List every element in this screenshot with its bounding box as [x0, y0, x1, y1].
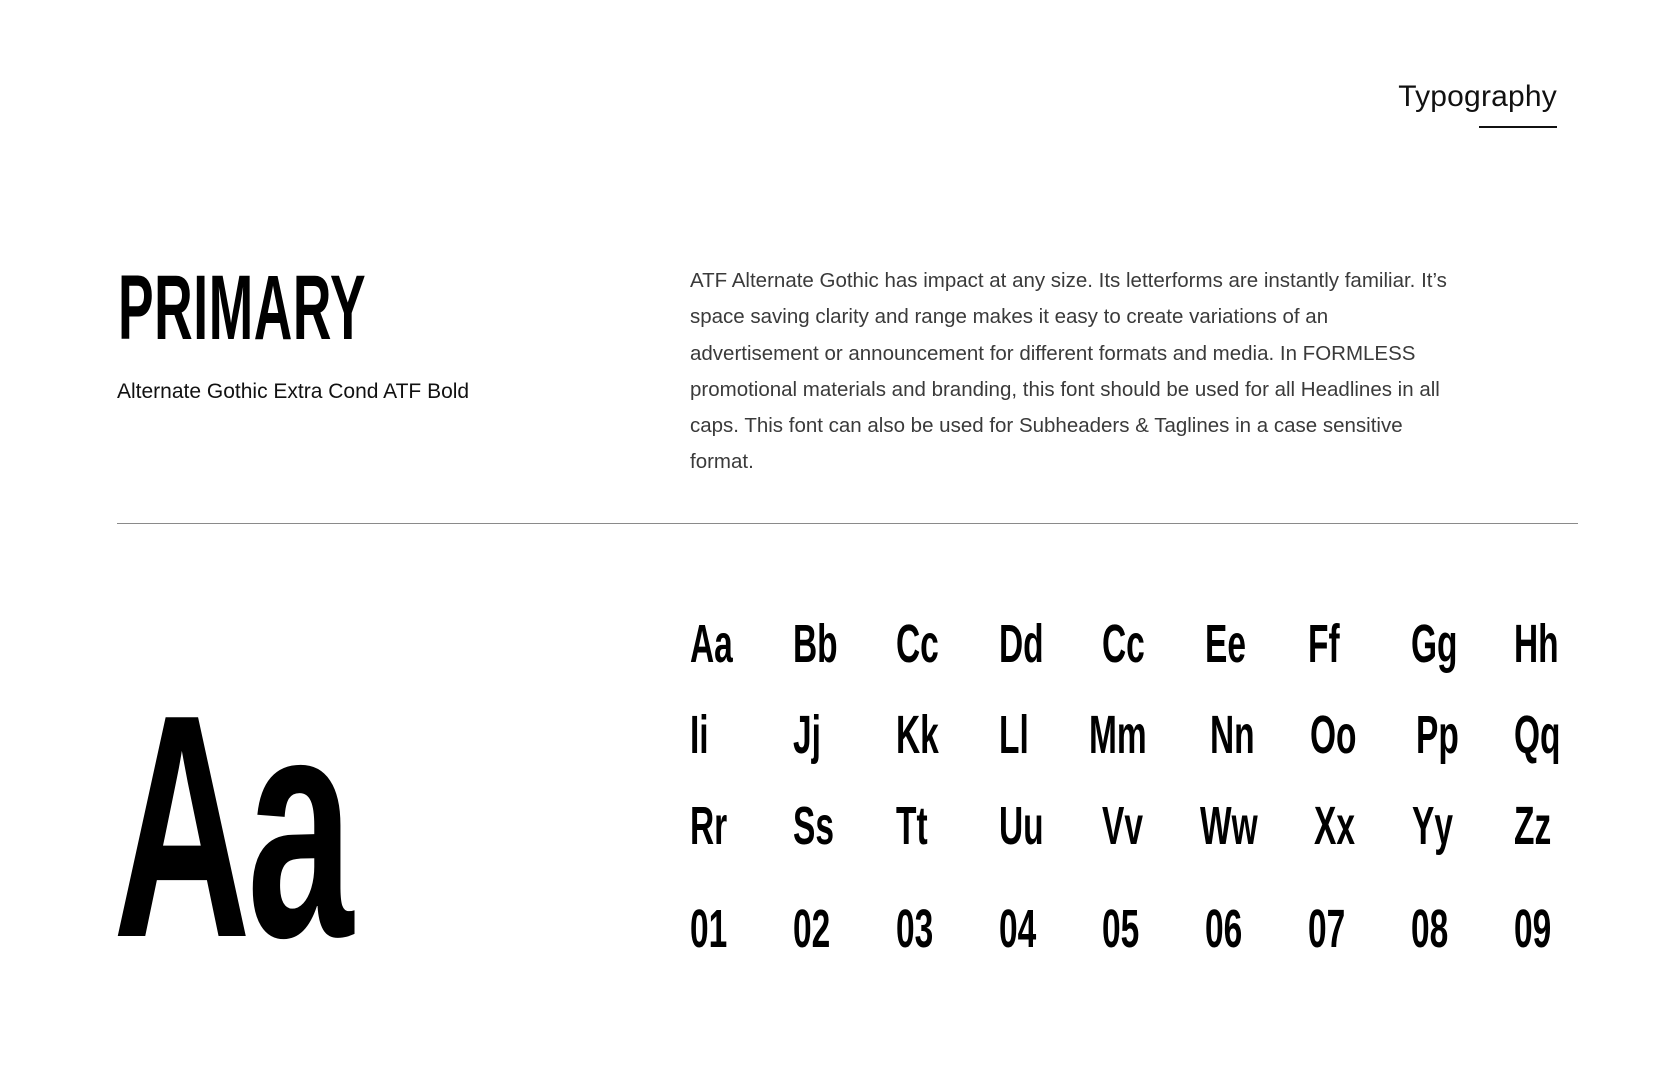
glyph-label: 01 — [690, 899, 728, 959]
glyph-row-letters-1 — [690, 612, 1580, 703]
glyph-cell — [896, 612, 996, 682]
section-tab-underline — [1479, 126, 1557, 128]
glyph-label: Xx — [1314, 796, 1355, 856]
glyph-row-letters-2 — [690, 703, 1580, 794]
glyph-grid — [690, 612, 1580, 988]
glyph-label: Ww — [1200, 796, 1258, 856]
glyph-cell — [896, 794, 996, 864]
glyph-label: Nn — [1210, 705, 1255, 765]
glyph-cell — [690, 794, 790, 864]
primary-description: ATF Alternate Gothic has impact at any size. Its letterforms are instantly familiar. It’s space saving clarity and range makes it easy to create variations of an advertisement or announcement for different formats and media. In FORMLESS promotional materials and branding, this font should be used for all Headlines in all caps. This font can also be used for Subheaders & Taglines in a case sensitive format. — [690, 269, 1447, 474]
glyph-row-digits — [690, 897, 1580, 988]
glyph-cell — [1308, 897, 1408, 967]
glyph-cell — [1412, 794, 1512, 864]
glyph-cell — [1205, 897, 1305, 967]
glyph-label: Dd — [999, 614, 1044, 674]
glyph-label: 06 — [1205, 899, 1243, 959]
glyph-cell — [1205, 612, 1305, 682]
glyph-label: Qq — [1514, 705, 1561, 765]
glyph-cell — [896, 703, 996, 773]
glyph-cell — [1089, 703, 1189, 773]
glyph-cell — [1411, 897, 1511, 967]
glyph-label: 08 — [1411, 899, 1449, 959]
glyph-row-letters-3 — [690, 794, 1580, 885]
glyph-cell — [1514, 703, 1614, 773]
glyph-label: Cc — [1102, 614, 1145, 674]
glyph-label: 07 — [1308, 899, 1346, 959]
glyph-label: Aa — [690, 614, 733, 674]
glyph-label: Ss — [793, 796, 834, 856]
glyph-label: Ee — [1205, 614, 1246, 674]
glyph-cell — [999, 703, 1099, 773]
specimen-big-sample: Aa — [113, 649, 350, 1004]
glyph-label: Gg — [1411, 614, 1458, 674]
glyph-cell — [690, 612, 790, 682]
section-tab-typography[interactable] — [1398, 80, 1557, 128]
glyph-cell — [1411, 612, 1511, 682]
glyph-label: Ll — [999, 705, 1029, 765]
glyph-cell — [1514, 612, 1614, 682]
glyph-cell — [1210, 703, 1310, 773]
glyph-cell — [1514, 794, 1614, 864]
glyph-label: Kk — [896, 705, 939, 765]
glyph-label: Bb — [793, 614, 838, 674]
glyph-label: Vv — [1102, 796, 1143, 856]
glyph-label: 09 — [1514, 899, 1552, 959]
glyph-label: Pp — [1416, 705, 1459, 765]
glyph-label: Ii — [690, 705, 709, 765]
glyph-label: Hh — [1514, 614, 1559, 674]
glyph-label: Uu — [999, 796, 1044, 856]
glyph-cell — [793, 794, 893, 864]
glyph-label: Rr — [690, 796, 728, 856]
glyph-cell — [1308, 612, 1408, 682]
section-divider — [117, 523, 1578, 524]
glyph-cell — [1102, 897, 1202, 967]
glyph-label: 03 — [896, 899, 934, 959]
glyph-cell — [793, 612, 893, 682]
glyph-cell — [793, 897, 893, 967]
glyph-label: 05 — [1102, 899, 1140, 959]
glyph-cell — [1314, 794, 1414, 864]
glyph-label: Ff — [1308, 614, 1340, 674]
glyph-label: Zz — [1514, 796, 1552, 856]
glyph-label: Jj — [793, 705, 821, 765]
glyph-label: Tt — [896, 796, 928, 856]
glyph-cell — [1514, 897, 1614, 967]
section-tab-label: Typography — [1398, 80, 1557, 113]
glyph-cell — [999, 612, 1099, 682]
glyph-cell — [1310, 703, 1410, 773]
glyph-label: 02 — [793, 899, 831, 959]
glyph-cell — [1200, 794, 1300, 864]
glyph-cell — [999, 897, 1099, 967]
glyph-cell — [1416, 703, 1516, 773]
glyph-cell — [690, 703, 790, 773]
glyph-cell — [999, 794, 1099, 864]
glyph-cell — [1102, 794, 1202, 864]
glyph-label: Cc — [896, 614, 939, 674]
glyph-cell — [793, 703, 893, 773]
primary-font-name: Alternate Gothic Extra Cond ATF Bold — [117, 380, 470, 403]
glyph-label: Oo — [1310, 705, 1357, 765]
glyph-cell — [896, 897, 996, 967]
glyph-cell — [690, 897, 790, 967]
primary-title: PRIMARY — [118, 257, 367, 359]
glyph-cell — [1102, 612, 1202, 682]
glyph-label: Mm — [1089, 705, 1147, 765]
glyph-label: 04 — [999, 899, 1037, 959]
glyph-label: Yy — [1412, 796, 1453, 856]
